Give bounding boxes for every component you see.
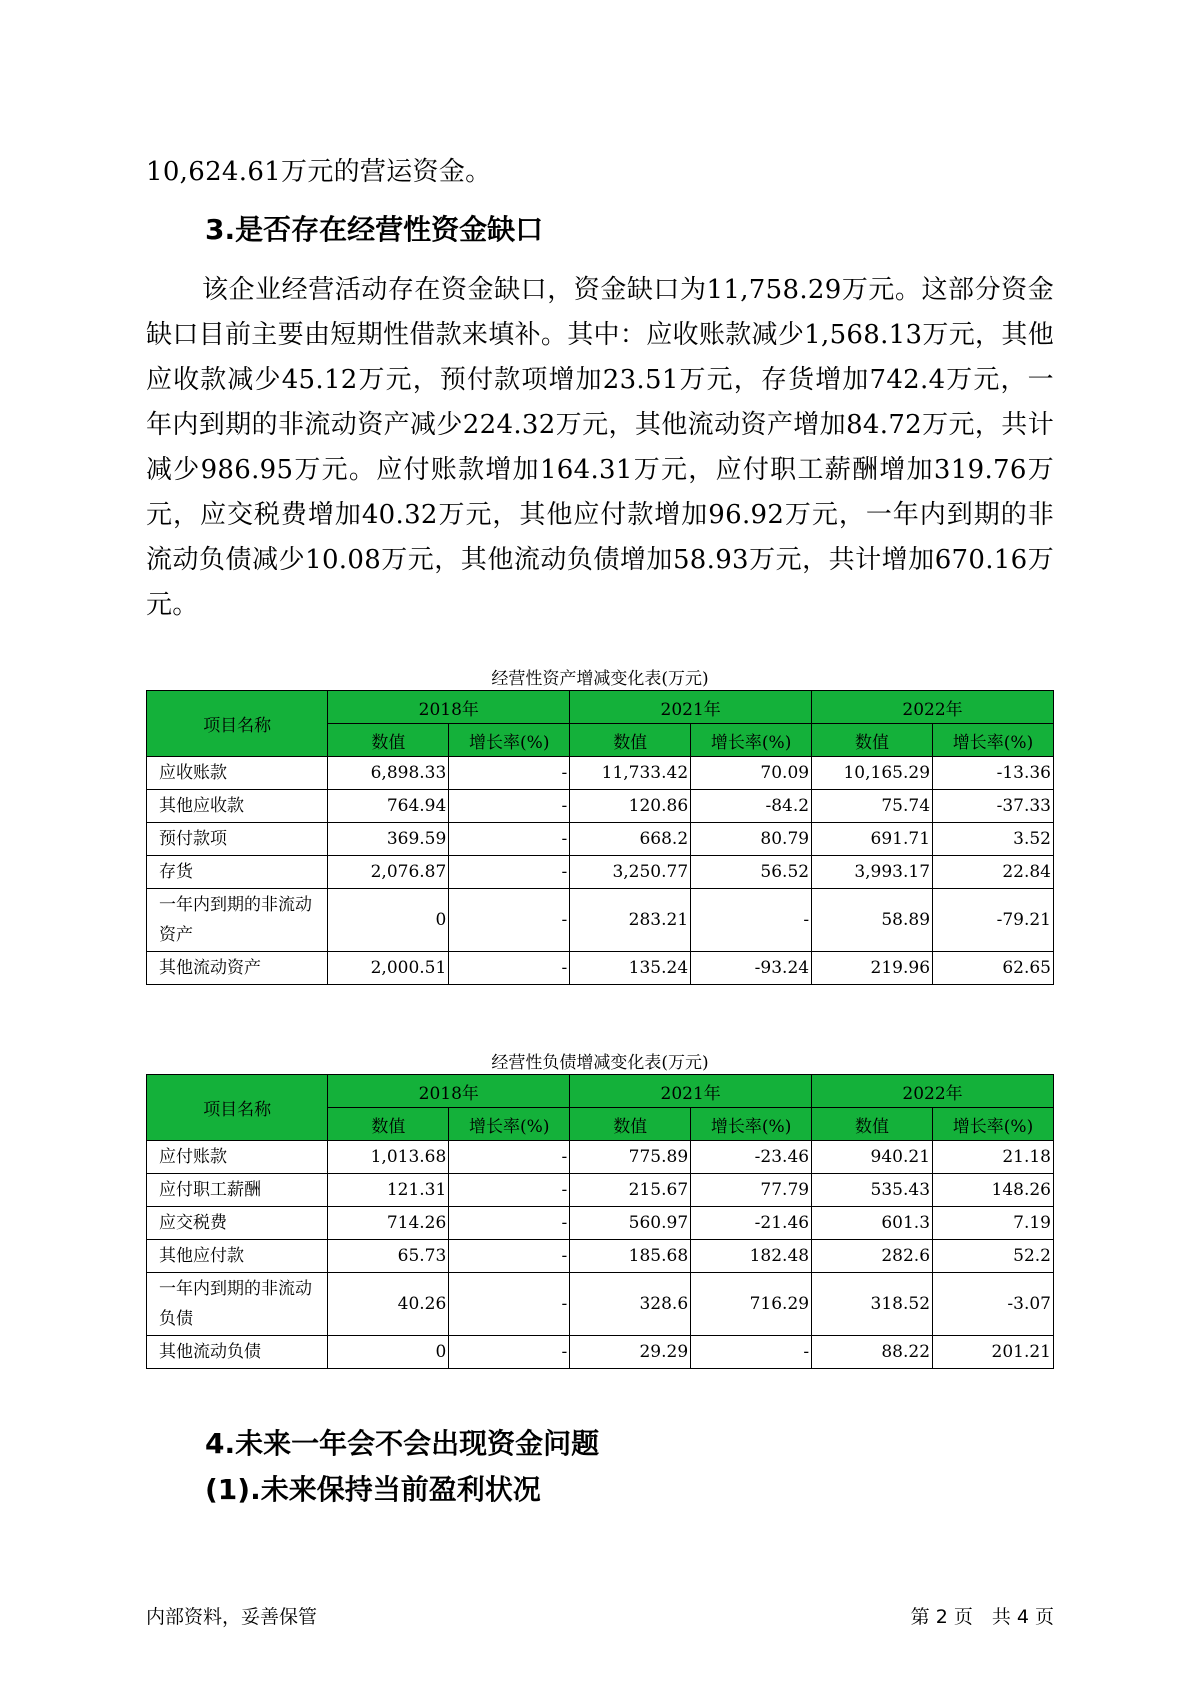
row-item-name: 其他应收款 bbox=[147, 790, 328, 823]
cell-growth-rate: -84.2 bbox=[691, 790, 812, 823]
table-subheader-value: 数值 bbox=[328, 724, 449, 757]
table-header-year: 2021年 bbox=[570, 691, 812, 724]
cell-value: 135.24 bbox=[570, 952, 691, 985]
row-item-name: 应付职工薪酬 bbox=[147, 1174, 328, 1207]
cell-growth-rate: 56.52 bbox=[691, 856, 812, 889]
cell-growth-rate: -3.07 bbox=[933, 1273, 1054, 1336]
cell-value: 714.26 bbox=[328, 1207, 449, 1240]
cell-growth-rate: 182.48 bbox=[691, 1240, 812, 1273]
table-header-item-name: 项目名称 bbox=[147, 691, 328, 757]
row-item-name: 存货 bbox=[147, 856, 328, 889]
cell-growth-rate: 201.21 bbox=[933, 1336, 1054, 1369]
cell-value: 601.3 bbox=[812, 1207, 933, 1240]
cell-growth-rate: 70.09 bbox=[691, 757, 812, 790]
table-subheader-growth-rate: 增长率(%) bbox=[449, 1108, 570, 1141]
cell-value: 1,013.68 bbox=[328, 1141, 449, 1174]
table-header-item-name: 项目名称 bbox=[147, 1075, 328, 1141]
cell-value: 10,165.29 bbox=[812, 757, 933, 790]
cell-value: 328.6 bbox=[570, 1273, 691, 1336]
cell-growth-rate: - bbox=[449, 952, 570, 985]
table-subheader-growth-rate: 增长率(%) bbox=[933, 724, 1054, 757]
cell-growth-rate: - bbox=[691, 889, 812, 952]
cell-growth-rate: - bbox=[691, 1336, 812, 1369]
table-header-year: 2018年 bbox=[328, 1075, 570, 1108]
cell-value: 2,076.87 bbox=[328, 856, 449, 889]
cell-growth-rate: 80.79 bbox=[691, 823, 812, 856]
cell-growth-rate: 716.29 bbox=[691, 1273, 812, 1336]
table-row bbox=[147, 1141, 1054, 1174]
cell-growth-rate: 22.84 bbox=[933, 856, 1054, 889]
cell-value: 282.6 bbox=[812, 1240, 933, 1273]
cell-value: 6,898.33 bbox=[328, 757, 449, 790]
cell-growth-rate: 62.65 bbox=[933, 952, 1054, 985]
cell-growth-rate: - bbox=[449, 1141, 570, 1174]
cell-value: 65.73 bbox=[328, 1240, 449, 1273]
cell-value: 283.21 bbox=[570, 889, 691, 952]
table-row bbox=[147, 757, 1054, 790]
cell-growth-rate: 21.18 bbox=[933, 1141, 1054, 1174]
cell-value: 2,000.51 bbox=[328, 952, 449, 985]
cell-value: 3,250.77 bbox=[570, 856, 691, 889]
row-item-name: 应付账款 bbox=[147, 1141, 328, 1174]
cell-value: 120.86 bbox=[570, 790, 691, 823]
cell-growth-rate: - bbox=[449, 856, 570, 889]
table-subheader-growth-rate: 增长率(%) bbox=[449, 724, 570, 757]
table-row bbox=[147, 1273, 1054, 1336]
cell-value: 219.96 bbox=[812, 952, 933, 985]
cell-growth-rate: 3.52 bbox=[933, 823, 1054, 856]
table-header-year: 2021年 bbox=[570, 1075, 812, 1108]
cell-value: 3,993.17 bbox=[812, 856, 933, 889]
cell-growth-rate: 52.2 bbox=[933, 1240, 1054, 1273]
cell-growth-rate: -37.33 bbox=[933, 790, 1054, 823]
cell-growth-rate: -23.46 bbox=[691, 1141, 812, 1174]
cell-growth-rate: - bbox=[449, 823, 570, 856]
paragraph-working-capital: 10,624.61万元的营运资金。 bbox=[146, 157, 492, 187]
cell-value: 185.68 bbox=[570, 1240, 691, 1273]
cell-value: 775.89 bbox=[570, 1141, 691, 1174]
cell-value: 75.74 bbox=[812, 790, 933, 823]
cell-value: 691.71 bbox=[812, 823, 933, 856]
table-row bbox=[147, 952, 1054, 985]
table-row bbox=[147, 823, 1054, 856]
cell-growth-rate: - bbox=[449, 889, 570, 952]
cell-value: 0 bbox=[328, 889, 449, 952]
table-operating-assets bbox=[146, 690, 1054, 985]
footer-confidential-note: 内部资料，妥善保管 bbox=[146, 1606, 318, 1628]
cell-value: 668.2 bbox=[570, 823, 691, 856]
table-subheader-value: 数值 bbox=[328, 1108, 449, 1141]
row-item-name: 应收账款 bbox=[147, 757, 328, 790]
cell-value: 0 bbox=[328, 1336, 449, 1369]
table-row bbox=[147, 1240, 1054, 1273]
cell-value: 764.94 bbox=[328, 790, 449, 823]
cell-value: 215.67 bbox=[570, 1174, 691, 1207]
table-row bbox=[147, 1174, 1054, 1207]
section-heading-funding-gap: 3.是否存在经营性资金缺口 bbox=[205, 213, 544, 246]
cell-value: 88.22 bbox=[812, 1336, 933, 1369]
table-operating-liabilities bbox=[146, 1074, 1054, 1369]
cell-growth-rate: -93.24 bbox=[691, 952, 812, 985]
row-item-name: 其他应付款 bbox=[147, 1240, 328, 1273]
table-row bbox=[147, 889, 1054, 952]
table-header-year: 2022年 bbox=[812, 691, 1054, 724]
cell-value: 11,733.42 bbox=[570, 757, 691, 790]
table-header-year: 2018年 bbox=[328, 691, 570, 724]
row-item-name: 其他流动资产 bbox=[147, 952, 328, 985]
table-subheader-value: 数值 bbox=[570, 1108, 691, 1141]
table-row bbox=[147, 856, 1054, 889]
row-item-name: 应交税费 bbox=[147, 1207, 328, 1240]
table-subheader-value: 数值 bbox=[812, 724, 933, 757]
table-subheader-value: 数值 bbox=[570, 724, 691, 757]
paragraph-funding-gap: 该企业经营活动存在资金缺口，资金缺口为11,758.29万元。这部分资金缺口目前主要由短期性借款来填补。其中：应收账款减少1,568.13万元，其他应收款减少45.12万元，预付款项增加23.51万元，存货增加742.4万元，一年内到期的非流动资产减少224.32万元，其他流动资产增加84.72万元，共计减少986.95万元。应付账款增加164.31万元，应付职工薪酬增加319.76万元，应交税费增加40.32万元，其他应付款增加96.92万元，一年内到期的非流动负债减少10.08万元，其他流动负债增加58.93万元，共计增加670.16万元。 bbox=[146, 275, 1054, 620]
row-item-name: 预付款项 bbox=[147, 823, 328, 856]
cell-growth-rate: - bbox=[449, 1336, 570, 1369]
footer-page-number: 第 2 页 共 4 页 bbox=[910, 1606, 1054, 1628]
cell-growth-rate: 7.19 bbox=[933, 1207, 1054, 1240]
table-row bbox=[147, 790, 1054, 823]
table-subheader-growth-rate: 增长率(%) bbox=[691, 724, 812, 757]
table-caption-liabilities: 经营性负债增减变化表(万元) bbox=[491, 1053, 709, 1073]
cell-value: 369.59 bbox=[328, 823, 449, 856]
cell-value: 29.29 bbox=[570, 1336, 691, 1369]
row-item-name: 一年内到期的非流动资产 bbox=[147, 889, 328, 952]
table-row bbox=[147, 1336, 1054, 1369]
table-caption-assets: 经营性资产增减变化表(万元) bbox=[491, 669, 709, 689]
cell-growth-rate: 77.79 bbox=[691, 1174, 812, 1207]
table-header-year: 2022年 bbox=[812, 1075, 1054, 1108]
cell-growth-rate: - bbox=[449, 1207, 570, 1240]
cell-value: 40.26 bbox=[328, 1273, 449, 1336]
subsection-heading-current-profit: (1).未来保持当前盈利状况 bbox=[205, 1473, 541, 1506]
cell-growth-rate: - bbox=[449, 757, 570, 790]
table-subheader-value: 数值 bbox=[812, 1108, 933, 1141]
section-heading-next-year: 4.未来一年会不会出现资金问题 bbox=[205, 1427, 600, 1460]
cell-value: 535.43 bbox=[812, 1174, 933, 1207]
cell-growth-rate: -13.36 bbox=[933, 757, 1054, 790]
cell-value: 318.52 bbox=[812, 1273, 933, 1336]
cell-value: 121.31 bbox=[328, 1174, 449, 1207]
cell-growth-rate: - bbox=[449, 1240, 570, 1273]
table-row bbox=[147, 1207, 1054, 1240]
row-item-name: 一年内到期的非流动负债 bbox=[147, 1273, 328, 1336]
cell-growth-rate: 148.26 bbox=[933, 1174, 1054, 1207]
row-item-name: 其他流动负债 bbox=[147, 1336, 328, 1369]
cell-growth-rate: - bbox=[449, 1174, 570, 1207]
table-subheader-growth-rate: 增长率(%) bbox=[691, 1108, 812, 1141]
cell-growth-rate: - bbox=[449, 790, 570, 823]
cell-value: 58.89 bbox=[812, 889, 933, 952]
table-subheader-growth-rate: 增长率(%) bbox=[933, 1108, 1054, 1141]
cell-growth-rate: - bbox=[449, 1273, 570, 1336]
cell-value: 560.97 bbox=[570, 1207, 691, 1240]
cell-growth-rate: -21.46 bbox=[691, 1207, 812, 1240]
cell-value: 940.21 bbox=[812, 1141, 933, 1174]
cell-growth-rate: -79.21 bbox=[933, 889, 1054, 952]
